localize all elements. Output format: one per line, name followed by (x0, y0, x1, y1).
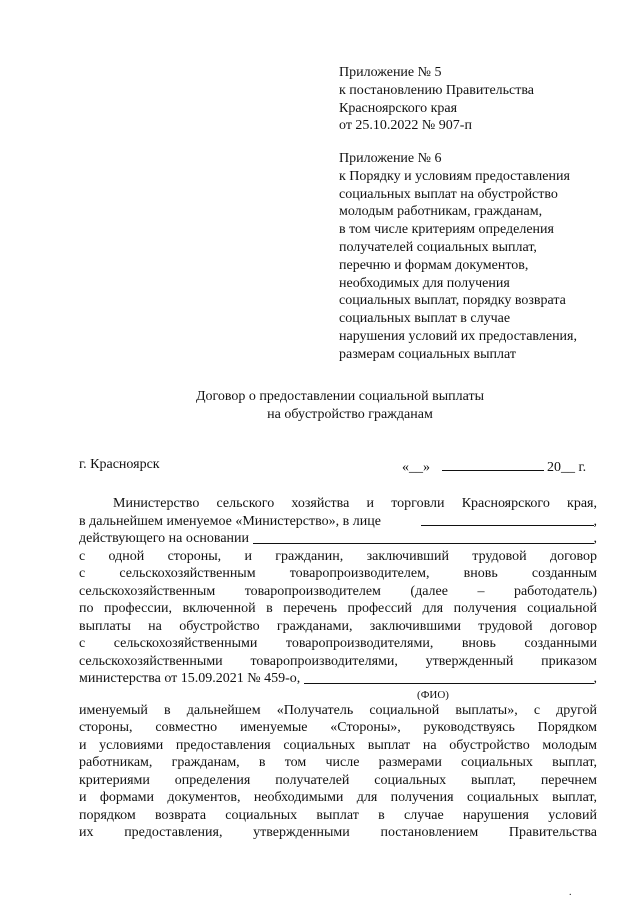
appendix-5-line: от 25.10.2022 № 907-п (339, 118, 472, 134)
basis-blank[interactable] (253, 543, 593, 544)
body-text: , (593, 671, 597, 686)
document-title (0, 388, 640, 424)
representative-blank[interactable] (421, 525, 594, 526)
date-month-blank[interactable] (442, 457, 544, 471)
contract-date (402, 457, 586, 476)
body-line: их предоставления, утвержденными постановлением Правительства (79, 825, 597, 840)
appendix-6-line: в том числе критериям определения (339, 222, 554, 238)
appendix-6-line: получателей социальных выплат, (339, 239, 537, 255)
body-line-basis (79, 530, 597, 548)
date-day-field[interactable]: «__» (402, 460, 430, 475)
body-line: и условиями предоставления социальных выплат на обустройство молодым (79, 737, 597, 753)
body-line: по профессии, включенной в перечень профессий для получения социальной (79, 601, 597, 616)
body-line: и формами документов, необходимыми для получения социальных выплат, (79, 790, 597, 805)
appendix-6-line: Приложение № 6 (339, 151, 442, 166)
body-text: , (593, 513, 597, 529)
body-text: в дальнейшем именуемое «Министерство», в лице (79, 513, 381, 529)
body-line: стороны, совместно именуемые «Стороны», руководствуясь Порядком (79, 720, 597, 735)
body-line: работникам, гражданам, в том числе размерами социальных выплат, (79, 755, 597, 770)
appendix-5-line: к постановлению Правительства (339, 82, 535, 98)
body-line: с одной стороны, и гражданин, заключивший трудовой договор (79, 548, 597, 564)
appendix-6-line: социальных выплат в случае (339, 311, 511, 327)
fio-caption: (ФИО) (417, 688, 449, 701)
appendix-6-line: молодым работникам, гражданам, (339, 204, 543, 220)
body-line: Министерство сельского хозяйства и торговли Красноярского края, (113, 496, 597, 511)
body-line: сельскохозяйственным товаропроизводителем (далее – работодатель) (79, 583, 597, 599)
appendix-5-line: Приложение № 5 (339, 65, 442, 80)
body-line-representative (79, 513, 597, 531)
appendix-6-line: размерам социальных выплат (339, 346, 516, 362)
appendix-6-line: необходимых для получения (339, 275, 510, 291)
appendix-5-line: Красноярского края (339, 100, 458, 116)
body-line: с сельскохозяйственным товаропроизводителем, вновь созданным (79, 566, 597, 581)
appendix-6-line: социальных выплат на обустройство (339, 186, 558, 202)
fio-blank[interactable] (304, 683, 593, 684)
appendix-5-block (339, 64, 534, 135)
title-line-1: Договор о предоставлении социальной выплаты (195, 389, 485, 404)
page-mark: . (569, 887, 572, 898)
body-line: порядком возврата социальных выплат в случае нарушения условий (79, 807, 597, 823)
body-line: выплаты на обустройство гражданами, заключившими трудовой договор (79, 618, 597, 634)
contract-place: г. Красноярск (79, 457, 160, 472)
title-line-2: на обустройство гражданам (267, 407, 433, 422)
body-text: министерства от 15.09.2021 № 459-о, (79, 671, 301, 686)
appendix-6-line: нарушения условий их предоставления, (339, 328, 577, 344)
appendix-6-line: социальных выплат, порядку возврата (339, 293, 566, 309)
body-line: сельскохозяйственными товаропроизводителями, утвержденный приказом (79, 653, 597, 669)
body-line: критериями определения получателей социальных выплат, перечнем (79, 772, 597, 788)
body-line: с сельскохозяйственными товаропроизводителями, вновь созданными (79, 636, 597, 651)
appendix-6-line: к Порядку и условиям предоставления (339, 168, 570, 184)
body-text: действующего на основании (79, 531, 250, 546)
date-year-field[interactable]: 20__ г. (547, 460, 587, 475)
appendix-6-line: перечню и формам документов, (339, 257, 529, 273)
body-line-fio (79, 670, 597, 688)
contract-body (79, 495, 597, 842)
body-text: , (593, 531, 597, 546)
body-line: именуемый в дальнейшем «Получатель социальной выплаты», с другой (79, 702, 597, 718)
appendix-6-block (339, 150, 577, 364)
